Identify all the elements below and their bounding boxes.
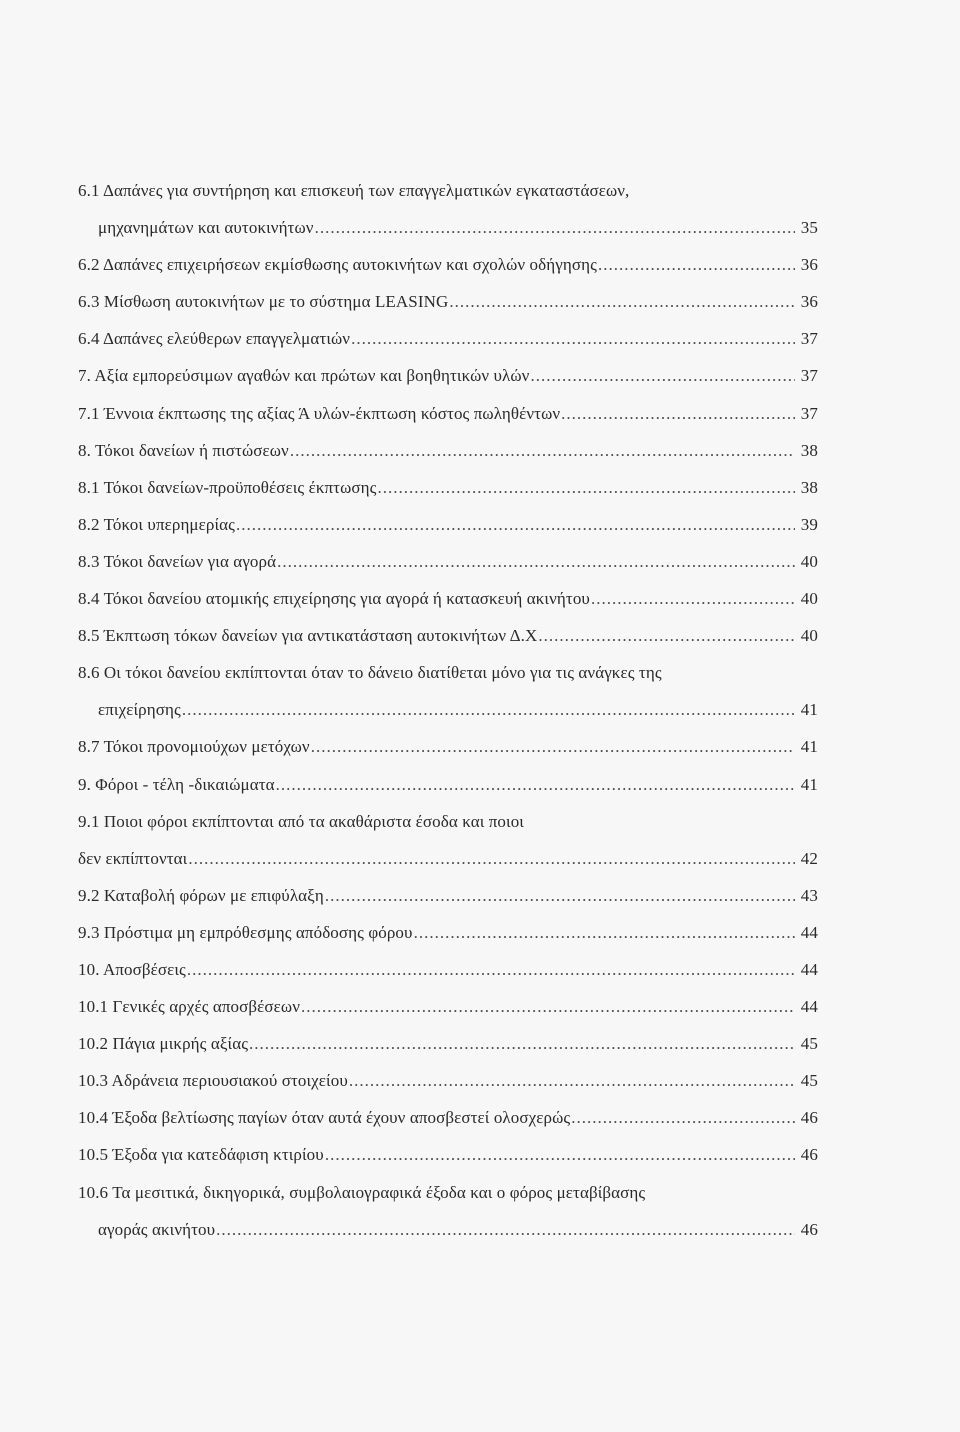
toc-entry	[78, 404, 818, 441]
toc-entry-title: μηχανημάτων και αυτοκινήτων	[98, 218, 314, 238]
toc-leader-dots	[188, 849, 795, 869]
toc-page-number: 40	[800, 589, 818, 609]
toc-entry-title: 9.2 Καταβολή φόρων με επιφύλαξη	[78, 885, 324, 905]
toc-entry-title: 9. Φόροι - τέλη -δικαιώματα	[78, 774, 275, 794]
toc-leader-dots	[351, 329, 795, 349]
toc-page-number: 40	[800, 551, 818, 571]
toc-entry-continuation	[78, 218, 818, 255]
toc-entry-title: αγοράς ακινήτου	[98, 1219, 216, 1239]
toc-entry-title: 8.2 Τόκοι υπερημερίας	[78, 514, 235, 534]
toc-page-number: 36	[800, 292, 818, 312]
toc-entry-title: 6.2 Δαπάνες επιχειρήσεων εκμίσθωσης αυτοκινήτων και σχολών οδήγησης	[78, 255, 597, 275]
toc-leader-dots	[276, 775, 795, 795]
toc-entry-title: 6.4 Δαπάνες ελεύθερων επαγγελματιών	[78, 329, 351, 349]
toc-leader-dots	[315, 218, 795, 238]
toc-entry-title: 8.7 Τόκοι προνομιούχων μετόχων	[78, 737, 310, 757]
toc-entry	[78, 366, 818, 403]
toc-page-number: 37	[800, 403, 818, 423]
toc-entry	[78, 292, 818, 329]
toc-leader-dots	[571, 1108, 795, 1128]
toc-entry	[78, 775, 818, 812]
toc-leader-dots	[290, 441, 795, 461]
toc-leader-dots	[591, 589, 795, 609]
toc-entry-continuation	[78, 700, 818, 737]
toc-page-number: 41	[800, 737, 818, 757]
toc-page-number: 44	[800, 922, 818, 942]
toc-page-number: 45	[800, 1034, 818, 1054]
toc-leader-dots	[311, 737, 795, 757]
toc-entry-title: 8.4 Τόκοι δανείου ατομικής επιχείρησης για αγορά ή κατασκευή ακινήτου	[78, 589, 590, 609]
toc-page-number: 45	[800, 1071, 818, 1091]
toc-leader-dots	[236, 515, 795, 535]
toc-entry	[78, 663, 818, 700]
toc-entry-title: 7. Αξία εμπορεύσιμων αγαθών και πρώτων και βοηθητικών υλών	[78, 366, 530, 386]
toc-entry-title: 10.4 Έξοδα βελτίωσης παγίων όταν αυτά έχουν αποσβεστεί ολοσχερώς	[78, 1108, 571, 1128]
toc-entry-title: 10.3 Αδράνεια περιουσιακού στοιχείου	[78, 1071, 348, 1091]
toc-entry	[78, 255, 818, 292]
toc-entry	[78, 181, 818, 218]
toc-entry-title: 8.1 Τόκοι δανείων-προϋποθέσεις έκπτωσης	[78, 477, 377, 497]
toc-page-number: 44	[800, 997, 818, 1017]
toc-entry	[78, 737, 818, 774]
toc-entry-title: 9.3 Πρόστιμα μη εμπρόθεσμης απόδοσης φόρου	[78, 922, 413, 942]
toc-entry	[78, 960, 818, 997]
toc-entry-title: 10.2 Πάγια μικρής αξίας	[78, 1034, 249, 1054]
toc-leader-dots	[598, 255, 795, 275]
toc-page-number: 46	[800, 1219, 818, 1239]
toc-entry-continuation	[78, 849, 818, 886]
toc-entry	[78, 923, 818, 960]
toc-entry	[78, 886, 818, 923]
toc-page-number: 46	[800, 1145, 818, 1165]
table-of-contents	[78, 181, 818, 1257]
toc-page-number: 41	[800, 700, 818, 720]
toc-page-number: 40	[800, 626, 818, 646]
toc-page-number: 36	[800, 255, 818, 275]
toc-entry	[78, 1034, 818, 1071]
toc-page-number: 39	[800, 514, 818, 534]
toc-entry	[78, 1071, 818, 1108]
toc-entry	[78, 812, 818, 849]
toc-leader-dots	[187, 960, 795, 980]
toc-entry-title: 7.1 Έννοια έκπτωσης της αξίας Ά υλών-έκπτωση κόστος πωληθέντων	[78, 403, 561, 423]
toc-entry-title: 8.5 Έκπτωση τόκων δανείων για αντικατάσταση αυτοκινήτων Δ.Χ	[78, 626, 538, 646]
toc-leader-dots	[216, 1220, 795, 1240]
toc-entry	[78, 589, 818, 626]
toc-page-number: 44	[800, 959, 818, 979]
toc-entry-title: 8.3 Τόκοι δανείων για αγορά	[78, 551, 277, 571]
toc-entry	[78, 441, 818, 478]
toc-entry	[78, 1108, 818, 1145]
toc-leader-dots	[538, 626, 795, 646]
toc-leader-dots	[377, 478, 795, 498]
toc-leader-dots	[561, 404, 795, 424]
toc-entry	[78, 478, 818, 515]
toc-entry-continuation	[78, 1220, 818, 1257]
toc-entry	[78, 552, 818, 589]
toc-entry	[78, 997, 818, 1034]
toc-entry	[78, 1183, 818, 1220]
toc-entry-title: επιχείρησης	[98, 700, 181, 720]
toc-page-number: 46	[800, 1108, 818, 1128]
toc-page-number: 37	[800, 329, 818, 349]
toc-leader-dots	[530, 366, 795, 386]
toc-entry-title: 6.3 Μίσθωση αυτοκινήτων με το σύστημα LEASING	[78, 292, 449, 312]
toc-entry	[78, 1145, 818, 1182]
toc-entry-title: 8.6 Οι τόκοι δανείου εκπίπτονται όταν το δάνειο διατίθεται μόνο για τις ανάγκες της	[78, 663, 662, 683]
toc-entry-title: 8. Τόκοι δανείων ή πιστώσεων	[78, 440, 289, 460]
toc-leader-dots	[301, 997, 795, 1017]
toc-leader-dots	[325, 886, 795, 906]
toc-entry-title: 10. Αποσβέσεις	[78, 959, 186, 979]
toc-entry-title: δεν εκπίπτονται	[78, 848, 188, 868]
toc-page-number: 43	[800, 885, 818, 905]
toc-page-number: 37	[800, 366, 818, 386]
toc-entry-title: 10.6 Τα μεσιτικά, δικηγορικά, συμβολαιογραφικά έξοδα και ο φόρος μεταβίβασης	[78, 1182, 646, 1202]
toc-entry-title: 9.1 Ποιοι φόροι εκπίπτονται από τα ακαθάριστα έσοδα και ποιοι	[78, 811, 524, 831]
toc-leader-dots	[325, 1145, 795, 1165]
toc-entry	[78, 515, 818, 552]
toc-page-number: 42	[800, 848, 818, 868]
toc-entry-title: 6.1 Δαπάνες για συντήρηση και επισκευή των επαγγελματικών εγκαταστάσεων,	[78, 181, 630, 200]
toc-leader-dots	[449, 292, 795, 312]
toc-entry	[78, 329, 818, 366]
toc-entry-title: 10.1 Γενικές αρχές αποσβέσεων	[78, 997, 300, 1017]
toc-page-number: 41	[800, 774, 818, 794]
toc-leader-dots	[349, 1071, 795, 1091]
toc-leader-dots	[277, 552, 795, 572]
toc-entry-title: 10.5 Έξοδα για κατεδάφιση κτιρίου	[78, 1145, 324, 1165]
toc-page-number: 38	[800, 440, 818, 460]
toc-entry	[78, 626, 818, 663]
toc-page-number: 38	[800, 477, 818, 497]
toc-page-number: 35	[800, 218, 818, 238]
toc-leader-dots	[414, 923, 795, 943]
toc-leader-dots	[249, 1034, 795, 1054]
toc-leader-dots	[182, 700, 795, 720]
